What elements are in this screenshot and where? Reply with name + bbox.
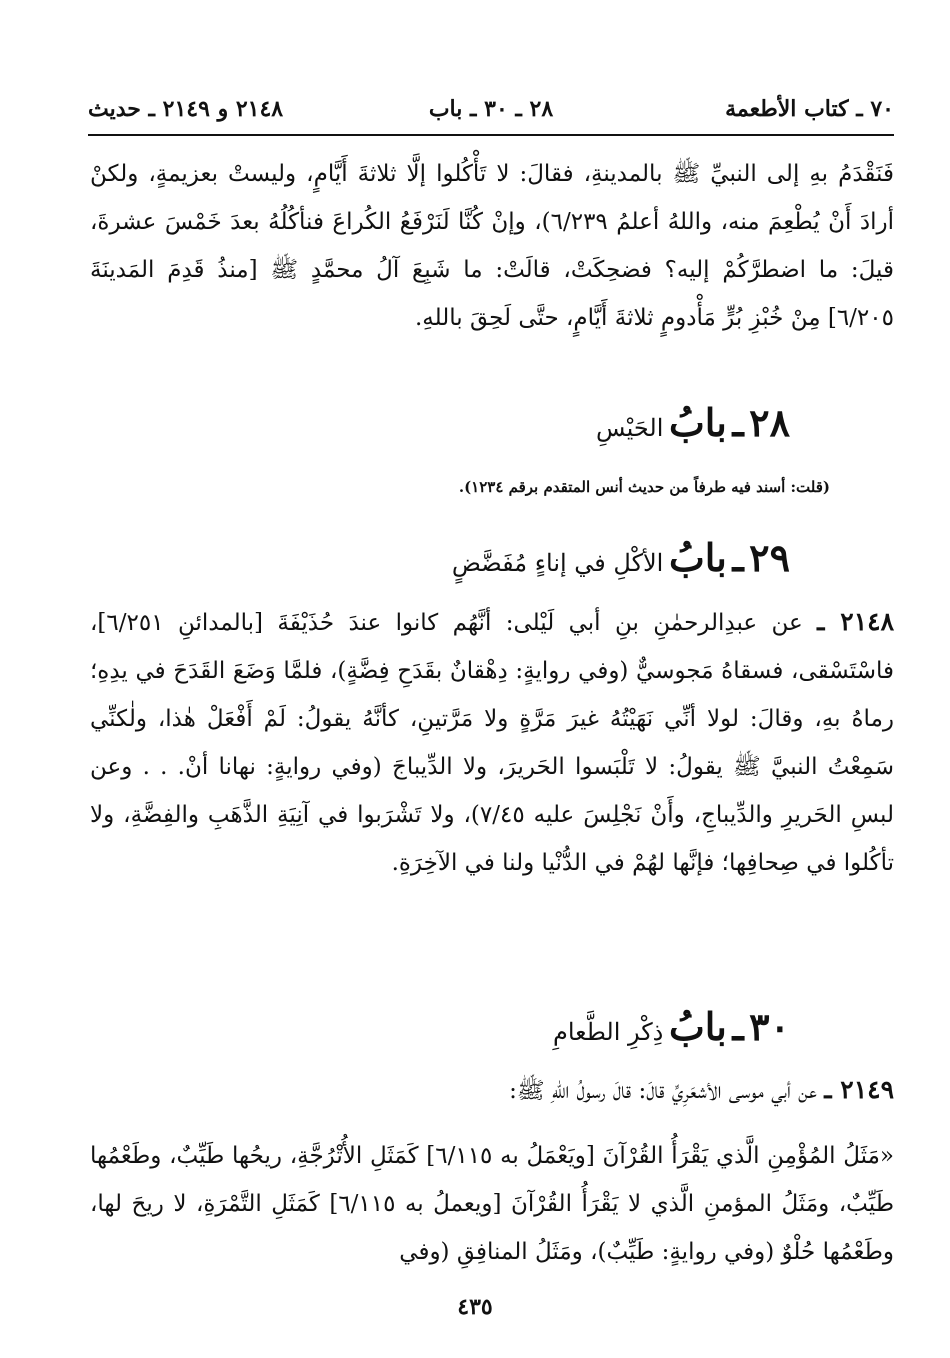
header-hadith-range: ٢١٤٨ و ٢١٤٩ ـ حديث bbox=[88, 96, 284, 122]
chapter-heading-28 bbox=[596, 400, 790, 445]
chapter-separator: ـ bbox=[732, 400, 744, 445]
chapter-bab-word: بابُ bbox=[668, 535, 727, 580]
editor-note: (قلت: أسند فيه طرفاً من حديث أنس المتقدم برقم ١٢٣٤). bbox=[458, 478, 830, 496]
chapter-separator: ـ bbox=[732, 535, 744, 580]
chapter-bab-word: بابُ bbox=[668, 400, 727, 445]
hadith-text: عن عبدِالرحمٰنِ بنِ أبي لَيْلى: أنَّهُم كانوا عندَ حُذَيْفَةَ [بالمدائنِ ٦/٢٥١]، فاسْتَسْقى، فسقاهُ مَجوسيٌّ (وفي روايةٍ: دِهْقانٌ بقَدَحِ فِضَّةٍ)، فلمَّا وَضَعَ القَدَحَ في يدِهِ؛ رماهُ بهِ، وقالَ: لولا أنِّي نَهَيْتُهُ غيرَ مَرَّةٍ ولا مَرَّتينِ، كأنَّهُ يقولُ: لَمْ أَفْعَلْ هٰذا، ولٰكنِّي سَمِعْتُ النبيَّ ﷺ يقولُ: لا تَلْبَسوا الحَريرَ، ولا الدِّيباجَ (وفي روايةٍ: نهانا أنْ. . . وعن لبسِ الحَريرِ والدِّيباجِ، وأَنْ نَجْلِسَ عليه ٧/٤٥)، ولا تَشْرَبوا في آنِيَةِ الذَّهَبِ والفِضَّةِ، ولا تأكُلوا في صِحافِها؛ فإنَّها لهُمْ في الدُّنْيا ولنا في الآخِرَةِ. bbox=[90, 610, 895, 876]
hadith-number: ٢١٤٩ ـ bbox=[824, 1075, 894, 1104]
chapter-heading-29 bbox=[452, 535, 790, 580]
intro-paragraph: فَنَقْدَمُ بهِ إلى النبيِّ ﷺ بالمدينةِ، فقالَ: لا تَأْكُلوا إلَّا ثلاثةَ أَيَّامٍ، وليستْ بعزيمةٍ، ولكنْ أرادَ أَنْ يُطْعِمَ منه، واللهُ أعلمُ ٦/٢٣٩)، وإنْ كُنَّا لَنَرْفَعُ الكُراعَ فنأكُلُهُ بعدَ خَمْسَ عشرةَ، قيلَ: ما اضطرَّكُمْ إليه؟ فضحِكَتْ، قالَتْ: ما شَبِعَ آلُ محمَّدٍ ﷺ [منذُ قَدِمَ المَدينَةَ ٦/٢٠٥] مِنْ خُبْزِ بُرٍّ مَأْدومٍ ثلاثةَ أَيَّامٍ، حتَّى لَحِقَ باللهِ. bbox=[90, 161, 894, 331]
hadith-2149 bbox=[90, 1066, 894, 1115]
chapter-title: الأكْلِ في إناءٍ مُفَضَّضٍ bbox=[451, 549, 664, 577]
chapter-title: الحَيْسِ bbox=[596, 414, 664, 442]
chapter-number: ٣٠ bbox=[749, 1004, 790, 1049]
hadith-2148 bbox=[90, 598, 894, 887]
header-divider bbox=[88, 134, 894, 136]
chapter-number: ٢٩ bbox=[749, 535, 790, 580]
chapter-heading-30 bbox=[553, 1004, 790, 1049]
header-chapter-range: ٢٨ ـ ٣٠ ـ باب bbox=[428, 96, 554, 122]
header-book-title: ٧٠ ـ كتاب الأطعمة bbox=[725, 96, 894, 122]
running-header bbox=[88, 92, 894, 132]
hadith-intro: عن أبي موسى الأشعَرِيِّ قالَ: قالَ رسولُ اللهِ ﷺ: bbox=[509, 1078, 817, 1104]
hadith-number: ٢١٤٨ ـ bbox=[817, 607, 895, 636]
chapter-title: ذِكْرِ الطَّعامِ bbox=[552, 1018, 664, 1046]
chapter-bab-word: بابُ bbox=[668, 1004, 727, 1049]
chapter-number: ٢٨ bbox=[749, 400, 790, 445]
chapter-separator: ـ bbox=[732, 1004, 744, 1049]
hadith-2149-quote: «مَثَلُ المُؤْمِنِ الَّذي يَقْرَأُ القُرْآنَ [ويَعْمَلُ به ٦/١١٥] كَمَثَلِ الأُتْرُجَّةِ، ريحُها طَيِّبٌ، وطَعْمُها طَيِّبٌ، ومَثَلُ المؤمنِ الَّذي لا يَقْرَأُ القُرْآنَ [ويعملُ به ٦/١١٥] كَمَثَلِ التَّمْرَةِ، لا ريحَ لها، وطَعْمُها حُلْوٌ (وفي روايةٍ: طَيِّبٌ)، ومَثَلُ المنافِقِ (وفي bbox=[90, 1143, 895, 1265]
page-number: ٤٣٥ bbox=[457, 1294, 493, 1320]
